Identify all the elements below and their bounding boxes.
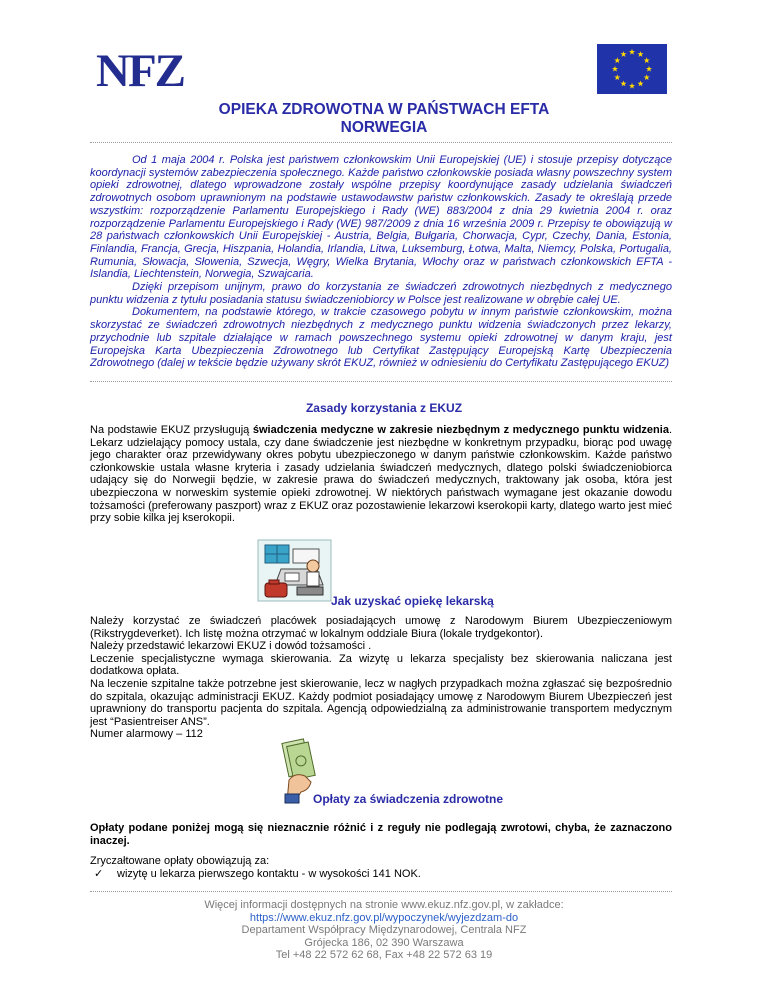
zasady-paragraph	[90, 424, 672, 525]
oplaty-intro: Zryczałtowane opłaty obowiązują za:	[90, 855, 270, 867]
jak-section	[90, 615, 672, 741]
divider	[90, 381, 672, 382]
zasady-text-bold: świadczenia medyczne w zakresie niezbędnym z medycznego punktu widzenia	[252, 424, 669, 436]
divider	[90, 891, 672, 892]
section-heading-oplaty: Opłaty za świadczenia zdrowotne	[313, 792, 504, 806]
footer-department: Departament Współpracy Międzynarodowej, Centrala NFZ	[241, 924, 527, 937]
doctor-office-illustration	[257, 539, 332, 602]
divider	[90, 142, 672, 143]
emergency-number: Numer alarmowy – 112	[90, 728, 203, 741]
eu-flag-icon	[597, 44, 667, 94]
page-title: OPIEKA ZDROWOTNA W PAŃSTWACH EFTA	[218, 101, 550, 118]
list-item-text: wizytę u lekarza pierwszego kontaktu - w wysokości 141 NOK.	[117, 867, 421, 880]
jak-paragraph-1: Należy korzystać ze świadczeń placówek posiadających umowę z Narodowym Biurem Ubezpieczeniowym (Rikstrygdeverket). Ich listę można otrzymać w lokalnym oddziale Biura (lokale trydgekontor).	[90, 615, 672, 640]
zasady-text-end: . Lekarz udzielający pomocy ustala, czy dane świadczenie jest niezbędne w konkretnym przypadku, biorąc pod uwagę jego charakter oraz przewidywany okres pobytu ubezpieczonego w danym państwie członkowskim. Każde państwo członkowskie ustala własne kryteria i zasady udzielania świadczeń medycznych, dlatego polski świadczeniobiorca udający się do Norwegii będzie, w zakresie prawa do świadczeń medycznych, traktowany jak osoba, która jest ubezpieczona w norweskim systemie opieki zdrowotnej. W niektórych państwach wymagane jest okazanie dowodu tożsamości (preferowany paszport) wraz z EKUZ oraz pozostawienie lekarzowi kserokopii karty, dlatego warto jest mieć przy sobie kilka jej kserokopii.	[90, 424, 673, 525]
jak-paragraph-4: Na leczenie szpitalne także potrzebne jest skierowanie, lecz w nagłych przypadkach można zgłaszać się bezpośrednio do szpitala, okazując administracji EKUZ. Każdy podmiot posiadający umowę z Narodowym Biurem Ubezpieczeń jest uprawniony do transportu pacjenta do szpitala. Agencją odpowiedzialną za administrowanie transportem medycznym jest “Pasientreiser ANS”.	[90, 677, 672, 728]
jak-paragraph-2: Należy przedstawić lekarzowi EKUZ i dowód tożsamości .	[90, 640, 372, 653]
section-heading-zasady: Zasady korzystania z EKUZ	[305, 401, 463, 415]
checkmark-icon: ✓	[94, 867, 104, 880]
intro-paragraph-2: Dzięki przepisom unijnym, prawo do korzystania ze świadczeń zdrowotnych niezbędnych z medycznego punktu widzenia z tytułu posiadania statusu świadczeniobiorcy w Polsce jest realizowane w obrębie całej UE.	[90, 281, 672, 306]
oplaty-list	[90, 855, 672, 880]
section-heading-jak: Jak uzyskać opiekę lekarską	[331, 594, 494, 608]
zasady-text-start: Na podstawie EKUZ przysługują	[90, 424, 253, 436]
page-subtitle-country: NORWEGIA	[340, 119, 428, 136]
nfz-logo-text: NFZ	[96, 46, 184, 94]
footer-phone: Tel +48 22 572 62 68, Fax +48 22 572 63 19	[275, 949, 493, 962]
nfz-logo	[96, 46, 211, 94]
jak-paragraph-3: Leczenie specjalistyczne wymaga skierowania. Za wizytę u lekarza specjalisty bez skierowania naliczana jest dodatkowa opłata.	[90, 652, 672, 678]
intro-paragraph-3: Dokumentem, na podstawie którego, w trakcie czasowego pobytu w innym państwie członkowskim, można skorzystać ze świadczeń zdrowotnych niezbędnych z medycznego punktu widzenia świadczonych przez lekarzy, przychodnie lub szpitale działające w ramach powszechnego systemu opieki zdrowotnej w danym kraju, jest Europejska Karta Ubezpieczenia Zdrowotnego lub Certyfikat Zastępujący Europejską Kartę Ubezpieczenia Zdrowotnego (dalej w tekście będzie używany skrót EKUZ, również w odniesieniu do Certyfikatu Zastępującego EKUZ)	[90, 306, 672, 370]
oplaty-note: Opłaty podane poniżej mogą się nieznacznie różnić i z reguły nie podlegają zwrotowi, chyba, że zaznaczono inaczej.	[90, 822, 672, 847]
footer	[0, 899, 768, 962]
footer-info: Więcej informacji dostępnych na stronie www.ekuz.nfz.gov.pl, w zakładce:	[204, 899, 564, 911]
footer-link[interactable]: https://www.ekuz.nfz.gov.pl/wypoczynek/wyjezdzam-do	[249, 911, 519, 924]
list-item	[90, 868, 672, 881]
intro-section	[90, 154, 672, 370]
intro-paragraph-1: Od 1 maja 2004 r. Polska jest państwem członkowskim Unii Europejskiej (UE) i stosuje przepisy dotyczące koordynacji systemów zabezpieczenia społecznego. Każde państwo członkowskie posiada własny powszechny system opieki zdrowotnej, dlatego wprowadzone zostały wspólne przepisy koordynujące zasady udzielania świadczeń zdrowotnych osobom uprawnionym na podstawie ustawodawstw państw członkowskich. Zasady te określają przede wszystkim: rozporządzenie Parlamentu Europejskiego i Rady (WE) 883/2004 z dnia 29 kwietnia 2004 r. oraz rozporządzenie Parlamentu Europejskiego i Rady (WE) 987/2009 z dnia 16 września 2009 r. Przepisy te obowiązują w 28 państwach członkowskich Unii Europejskiej - Austria, Belgia, Bułgaria, Chorwacja, Cypr, Czechy, Dania, Estonia, Finlandia, Francja, Grecja, Hiszpania, Holandia, Irlandia, Litwa, Luksemburg, Łotwa, Malta, Niemcy, Polska, Portugalia, Rumunia, Słowacja, Słowenia, Szwecja, Węgry, Wielka Brytania, Włochy oraz w państwach członkowskich EFTA - Islandia, Liechtenstein, Norwegia, Szwajcaria.	[90, 154, 672, 281]
footer-address: Grójecka 186, 02 390 Warszawa	[304, 936, 464, 949]
